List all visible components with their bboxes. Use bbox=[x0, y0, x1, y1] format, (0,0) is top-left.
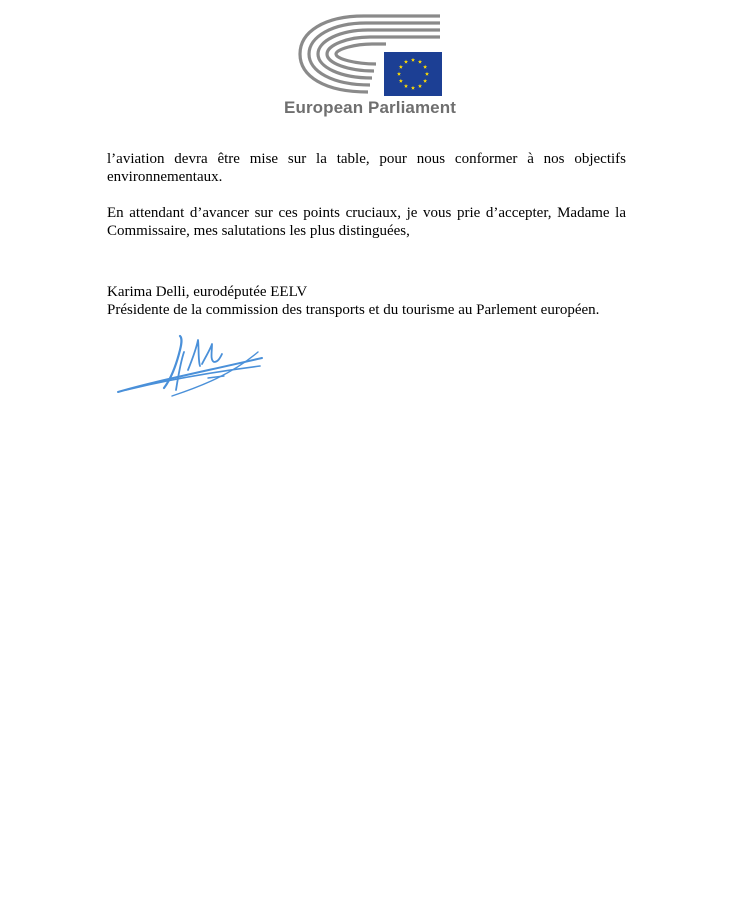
signatory-name: Karima Delli, eurodéputée EELV bbox=[107, 284, 308, 300]
parliament-logo bbox=[280, 10, 460, 125]
handwritten-signature-icon bbox=[112, 330, 272, 400]
letter-body bbox=[107, 150, 626, 240]
logo-text: European Parliament bbox=[284, 98, 456, 117]
signatory-title: Présidente de la commission des transports et du tourisme au Parlement européen. bbox=[107, 302, 600, 318]
hemicycle-icon bbox=[294, 12, 444, 102]
body-paragraph-1: l’aviation devra être mise sur la table, pour nous conformer à nos objectifs environnementaux. bbox=[107, 151, 626, 185]
body-paragraph-2: En attendant d’avancer sur ces points cruciaux, je vous prie d’accepter, Madame la Commissaire, mes salutations les plus distinguées, bbox=[107, 205, 626, 239]
signature-block bbox=[107, 283, 667, 319]
